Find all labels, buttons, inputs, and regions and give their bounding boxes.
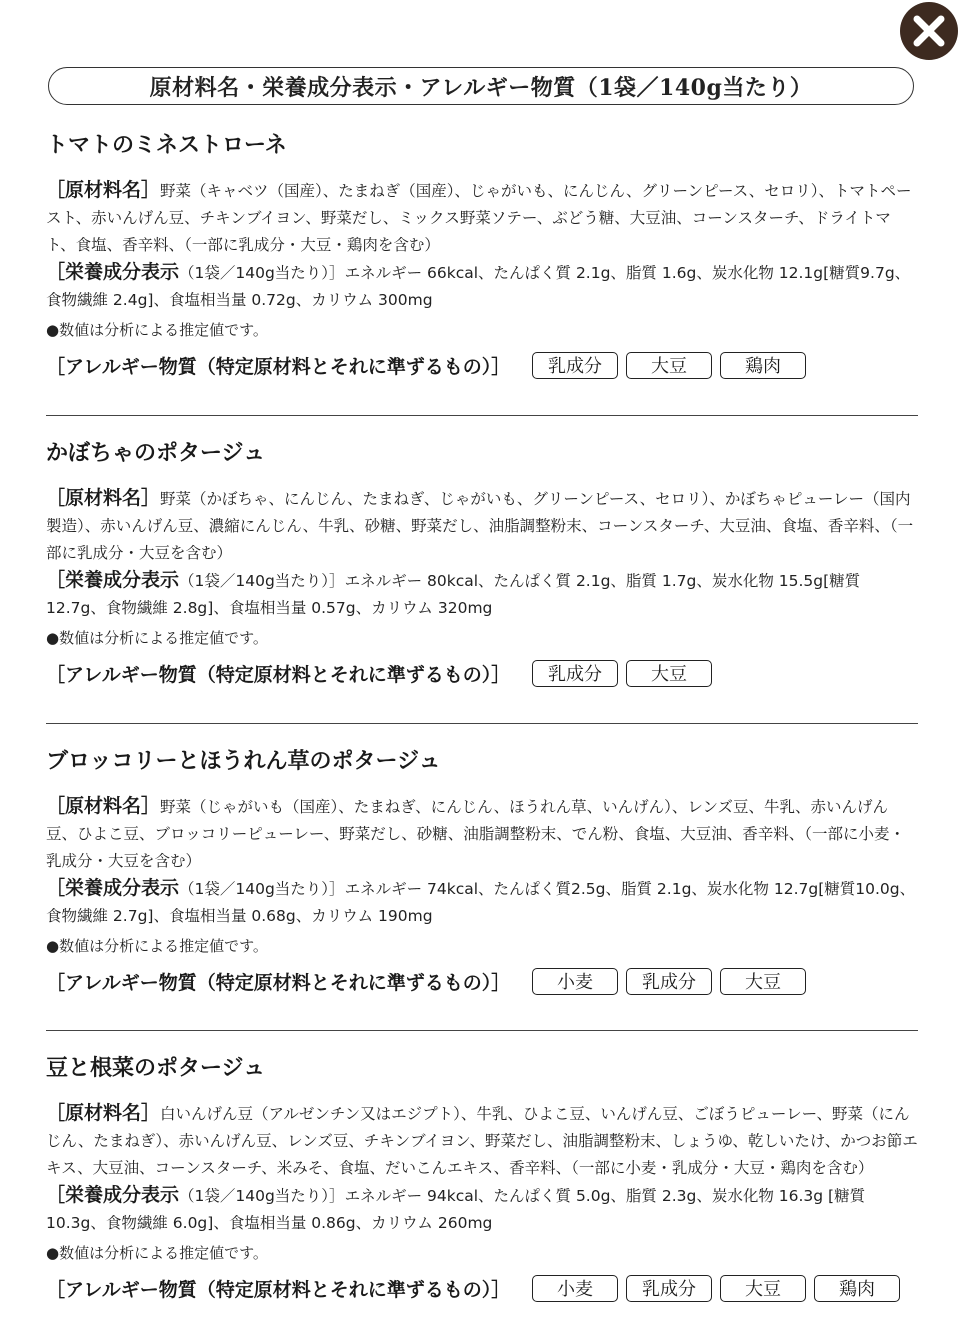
- nutrition-value: エネルギー 80kcal、たんぱく質 2.1g、脂質 1.7g、炭水化物 15.5g[糖質12.7g、食物繊維 2.8g]、食塩相当量 0.57g、カリウム 320mg: [46, 572, 861, 617]
- ingredients-text: [46, 177, 918, 259]
- ingredients-text: [46, 1100, 918, 1182]
- product-name: ブロッコリーとほうれん草のポタージュ: [46, 749, 441, 774]
- allergen-tag: 大豆: [720, 1275, 806, 1302]
- ingredients-label: ［原材料名］: [46, 179, 161, 201]
- nutrition-unit: （1袋／140g当たり）］: [179, 264, 345, 282]
- allergen-tag: 乳成分: [626, 968, 712, 995]
- allergy-row: [46, 1273, 918, 1303]
- ingredients-text: [46, 793, 918, 875]
- nutrition-unit: （1袋／140g当たり）］: [179, 572, 345, 590]
- allergen-tag: 大豆: [626, 352, 712, 379]
- ingredients-label: ［原材料名］: [46, 487, 161, 509]
- estimate-note: ●数値は分析による推定値です。: [46, 629, 268, 647]
- product-section: [46, 439, 918, 688]
- product-name: トマトのミネストローネ: [46, 133, 287, 158]
- allergen-tag: 鶏肉: [814, 1275, 900, 1302]
- nutrition-unit: （1袋／140g当たり）］: [179, 880, 345, 898]
- nutrition-label: ［栄養成分表示: [46, 261, 180, 283]
- allergen-tag: 小麦: [532, 1275, 618, 1302]
- product-section: [46, 131, 918, 380]
- nutrition-value: エネルギー 74kcal、たんぱく質2.5g、脂質 2.1g、炭水化物 12.7g[糖質10.0g、食物繊維 2.7g]、食塩相当量 0.68g、カリウム 190mg: [46, 880, 916, 925]
- allergen-tags: [532, 660, 712, 687]
- nutrition-text: [46, 875, 918, 930]
- allergen-tag: 乳成分: [626, 1275, 712, 1302]
- section-divider: [46, 415, 918, 416]
- ingredients-value: 野菜（じゃがいも（国産）、たまねぎ、にんじん、ほうれん草、いんげん）、レンズ豆、牛乳、赤いんげん豆、ひよこ豆、ブロッコリーピューレー、野菜だし、砂糖、油脂調整粉末、でん粉、食塩、大豆油、香辛料、（一部に小麦・乳成分・大豆を含む）: [46, 798, 906, 870]
- nutrition-unit: （1袋／140g当たり）］: [179, 1187, 345, 1205]
- ingredients-value: 野菜（キャベツ（国産）、たまねぎ（国産）、じゃがいも、にんじん、グリーンピース、セロリ）、トマトペースト、赤いんげん豆、チキンブイヨン、野菜だし、ミックス野菜ソテー、ぶどう糖、大豆油、コーンスターチ、ドライトマト、食塩、香辛料、（一部に乳成分・大豆・鶏肉を含む）: [46, 182, 912, 254]
- nutrition-value: エネルギー 94kcal、たんぱく質 5.0g、脂質 2.3g、炭水化物 16.3g [糖質10.3g、食物繊維 6.0g]、食塩相当量 0.86g、カリウム 260mg: [46, 1187, 866, 1232]
- estimate-note: ●数値は分析による推定値です。: [46, 1244, 268, 1262]
- allergen-tags: [532, 352, 806, 379]
- allergen-tag: 大豆: [626, 660, 712, 687]
- product-name: かぼちゃのポタージュ: [46, 441, 266, 466]
- allergen-tag: 小麦: [532, 968, 618, 995]
- allergen-tag: 鶏肉: [720, 352, 806, 379]
- allergen-tag: 乳成分: [532, 660, 618, 687]
- product-section: [46, 747, 918, 996]
- allergen-tag: 乳成分: [532, 352, 618, 379]
- allergy-row: [46, 658, 918, 688]
- allergen-tags: [532, 968, 806, 995]
- ingredients-label: ［原材料名］: [46, 1102, 161, 1124]
- allergen-tags: [532, 1275, 900, 1302]
- allergy-label: ［アレルギー物質（特定原材料とそれに準ずるもの）］: [46, 663, 511, 686]
- section-divider: [46, 723, 918, 724]
- allergen-tag: 大豆: [720, 968, 806, 995]
- section-divider: [46, 1030, 918, 1031]
- estimate-note: ●数値は分析による推定値です。: [46, 937, 268, 955]
- allergy-row: [46, 966, 918, 996]
- nutrition-label: ［栄養成分表示: [46, 569, 180, 591]
- nutrition-label: ［栄養成分表示: [46, 1184, 180, 1206]
- allergy-row: [46, 350, 918, 380]
- product-section: [46, 1054, 918, 1303]
- ingredients-label: ［原材料名］: [46, 795, 161, 817]
- estimate-note: ●数値は分析による推定値です。: [46, 321, 268, 339]
- allergy-label: ［アレルギー物質（特定原材料とそれに準ずるもの）］: [46, 971, 511, 994]
- close-button[interactable]: [900, 2, 958, 60]
- allergy-label: ［アレルギー物質（特定原材料とそれに準ずるもの）］: [46, 355, 511, 378]
- page-title: 原材料名・栄養成分表示・アレルギー物質（1袋／140g当たり）: [48, 67, 914, 105]
- nutrition-label: ［栄養成分表示: [46, 877, 180, 899]
- nutrition-text: [46, 567, 918, 622]
- ingredients-value: 野菜（かぼちゃ、にんじん、たまねぎ、じゃがいも、グリーンピース、セロリ）、かぼちゃピューレー（国内製造）、赤いんげん豆、濃縮にんじん、牛乳、砂糖、野菜だし、油脂調整粉末、コーンスターチ、大豆油、食塩、香辛料、（一部に乳成分・大豆を含む）: [46, 490, 914, 562]
- product-name: 豆と根菜のポタージュ: [46, 1056, 266, 1081]
- ingredients-value: 白いんげん豆（アルゼンチン又はエジプト）、牛乳、ひよこ豆、いんげん豆、ごぼうピューレー、野菜（にんじん、たまねぎ）、赤いんげん豆、レンズ豆、チキンブイヨン、野菜だし、油脂調整粉末、しょうゆ、乾しいたけ、かつお節エキス、大豆油、コーンスターチ、米みそ、食塩、だいこんエキス、香辛料、（一部に小麦・乳成分・大豆・鶏肉を含む）: [46, 1105, 918, 1177]
- nutrition-text: [46, 1182, 918, 1237]
- nutrition-value: エネルギー 66kcal、たんぱく質 2.1g、脂質 1.6g、炭水化物 12.1g[糖質9.7g、食物繊維 2.4g]、食塩相当量 0.72g、カリウム 300mg: [46, 264, 911, 309]
- allergy-label: ［アレルギー物質（特定原材料とそれに準ずるもの）］: [46, 1278, 511, 1301]
- ingredients-text: [46, 485, 918, 567]
- nutrition-text: [46, 259, 918, 314]
- close-icon: [900, 2, 958, 60]
